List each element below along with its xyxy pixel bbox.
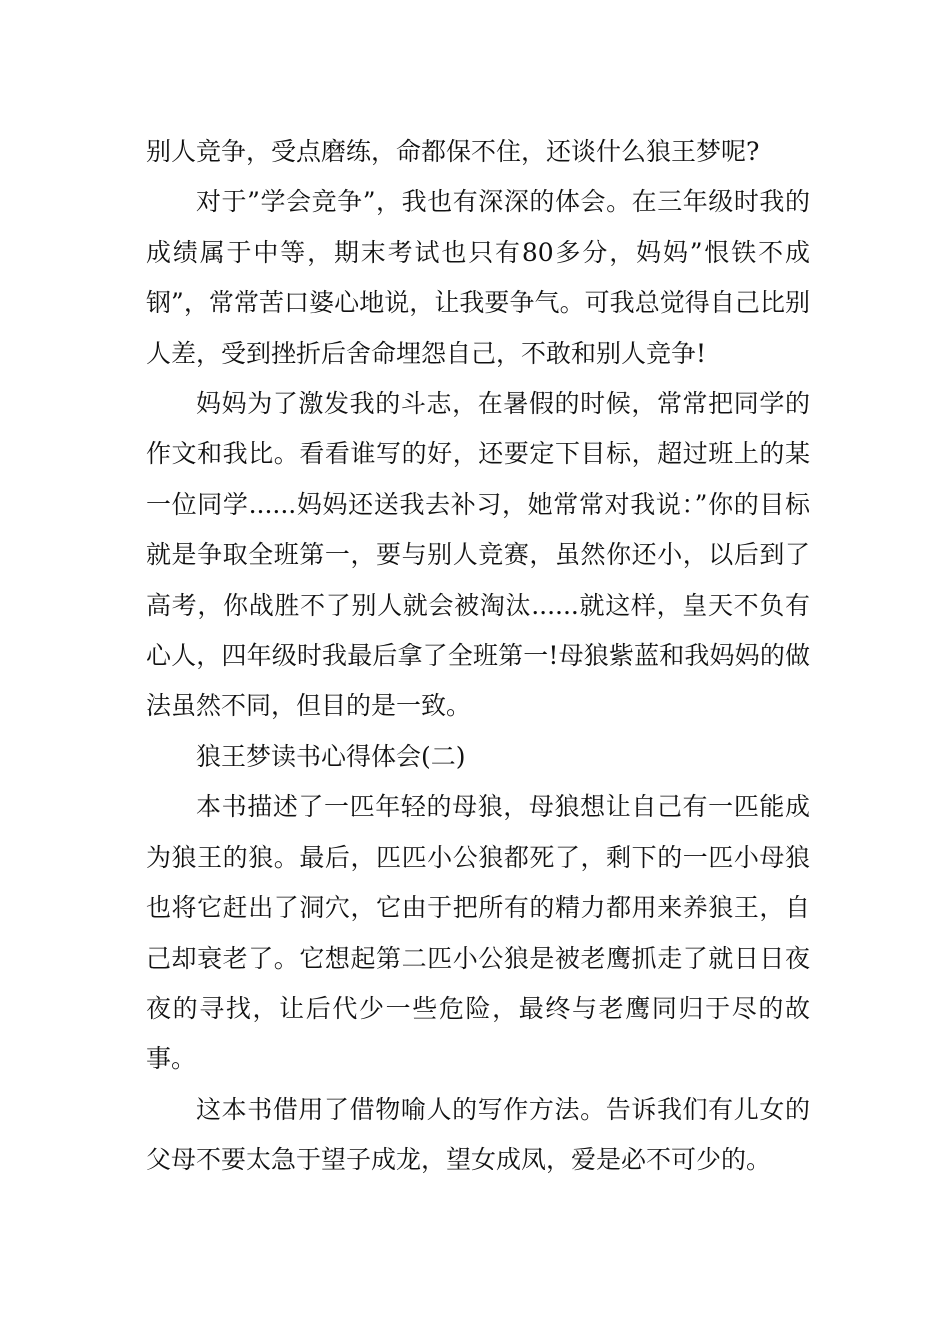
paragraph: 对于”学会竞争”，我也有深深的体会。在三年级时我的成绩属于中等，期末考试也只有80多分，妈妈”恨铁不成钢”，常常苦口婆心地说，让我要争气。可我总觉得自己比别人差，受到挫折后舍命埋怨自己，不敢和别人竞争! — [146, 187, 810, 368]
paragraph: 妈妈为了激发我的斗志，在暑假的时候，常常把同学的作文和我比。看看谁写的好，还要定下目标，超过班上的某一位同学......妈妈还送我去补习，她常常对我说：”你的目标就是争取全班第一，要与别人竞赛，虽然你还小，以后到了高考，你战胜不了别人就会被淘汰......就这样，皇天不负有心人，四年级时我最后拿了全班第一!母狼紫蓝和我妈妈的做法虽然不同，但目的是一致。 — [146, 389, 810, 721]
paragraph: 本书描述了一匹年轻的母狼，母狼想让自己有一匹能成为狼王的狼。最后，匹匹小公狼都死了，剩下的一匹小母狼也将它赶出了洞穴，它由于把所有的精力都用来养狼王，自己却衰老了。它想起第二匹小公狼是被老鹰抓走了就日日夜夜的寻找，让后代少一些危险，最终与老鹰同归于尽的故事。 — [146, 792, 810, 1074]
paragraph: 这本书借用了借物喻人的写作方法。告诉我们有儿女的父母不要太急于望子成龙，望女成凤，爱是必不可少的。 — [146, 1094, 810, 1175]
paragraph: 别人竞争，受点磨练，命都保不住，还谈什么狼王梦呢? — [146, 137, 760, 166]
document-body — [146, 127, 810, 1186]
section-heading: 狼王梦读书心得体会(二) — [196, 741, 466, 771]
